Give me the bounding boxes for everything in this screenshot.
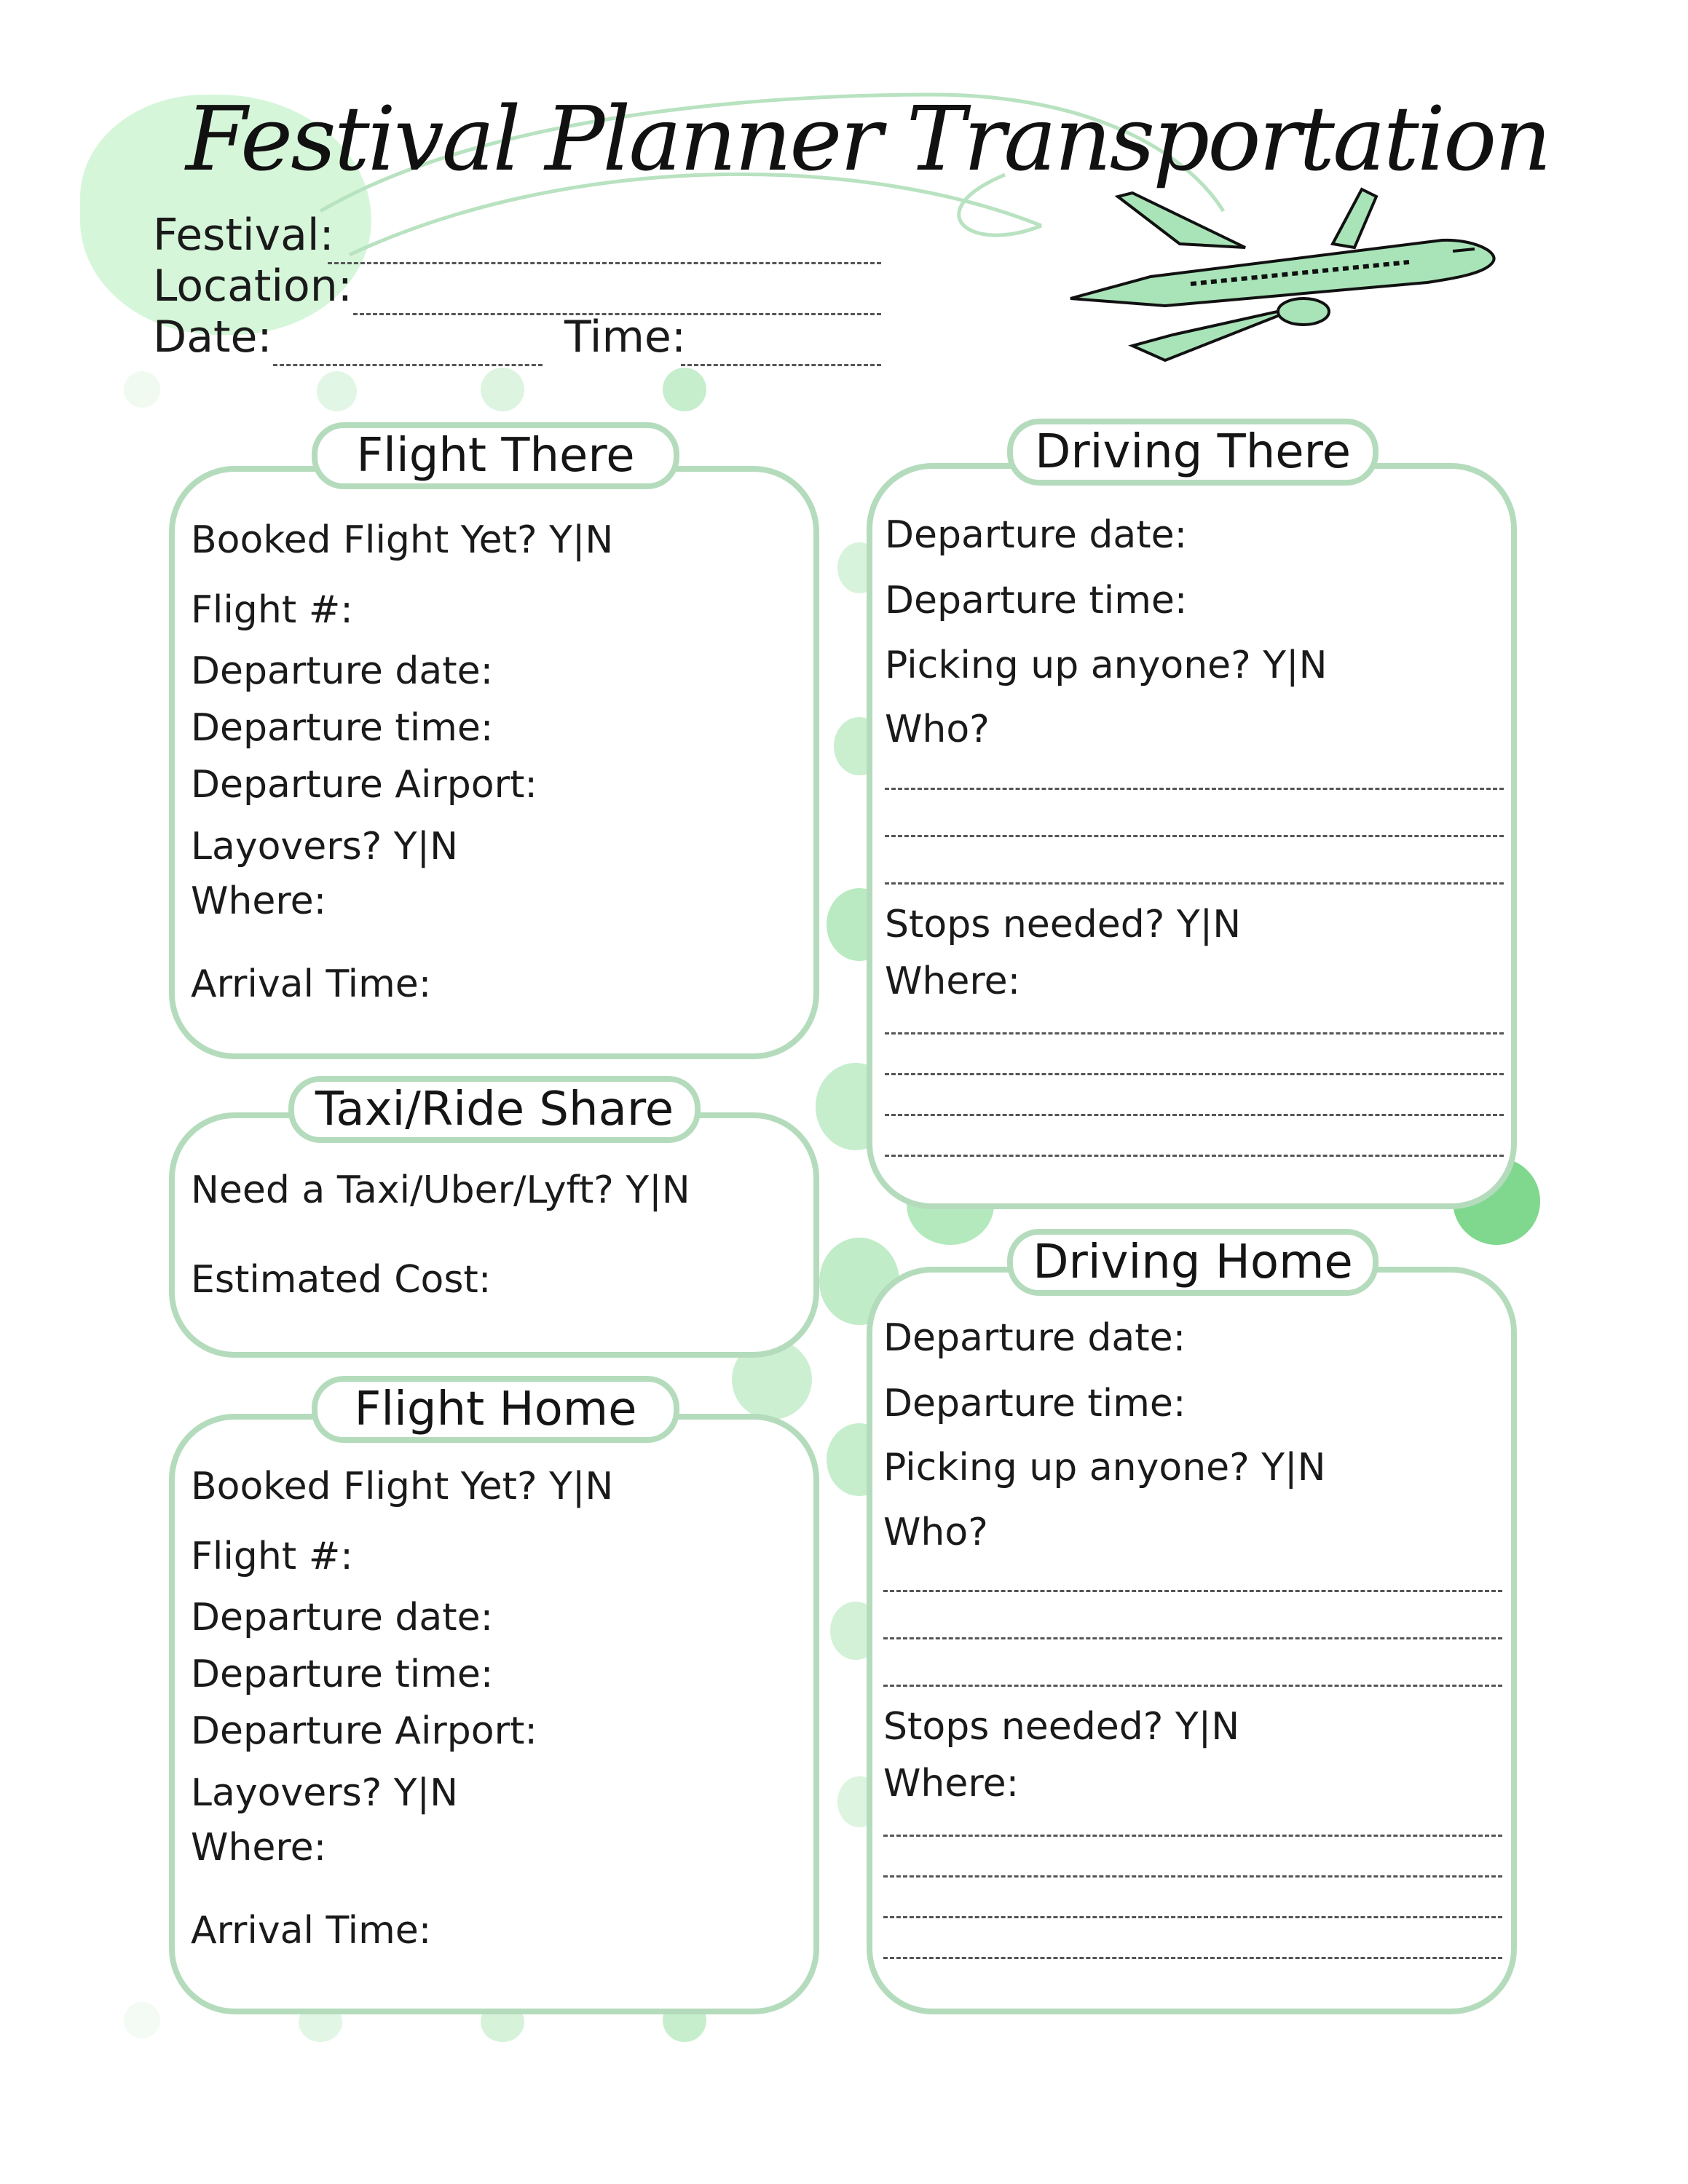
flight-home-where: Where: xyxy=(191,1826,327,1870)
driving-home-who-line-2[interactable] xyxy=(883,1637,1502,1639)
location-label: Location: xyxy=(153,261,352,312)
flight-there-arrival: Arrival Time: xyxy=(191,962,432,1006)
driving-home-where-line-3[interactable] xyxy=(883,1916,1502,1918)
airplane-icon xyxy=(1063,182,1500,364)
taxi-card xyxy=(169,1112,819,1358)
flight-there-where: Where: xyxy=(191,879,327,923)
flight-there-layovers: Layovers? Y|N xyxy=(191,825,458,869)
driving-there-who-line-1[interactable] xyxy=(885,788,1504,790)
flight-home-title: Flight Home xyxy=(312,1376,679,1443)
driving-there-where-line-2[interactable] xyxy=(885,1073,1504,1075)
driving-there-stops: Stops needed? Y|N xyxy=(885,903,1242,946)
driving-there-who-line-3[interactable] xyxy=(885,882,1504,885)
flight-home-arrival: Arrival Time: xyxy=(191,1909,432,1952)
driving-home-picking: Picking up anyone? Y|N xyxy=(883,1446,1326,1489)
driving-home-who-line-1[interactable] xyxy=(883,1590,1502,1592)
driving-there-who: Who? xyxy=(885,708,990,751)
flight-there-dep-airport: Departure Airport: xyxy=(191,763,537,807)
driving-home-card xyxy=(867,1267,1517,2014)
decor-dot xyxy=(481,368,524,411)
page-title: Festival Planner Transportation xyxy=(186,87,1550,191)
driving-home-where-line-2[interactable] xyxy=(883,1875,1502,1878)
festival-label: Festival: xyxy=(153,210,334,261)
driving-there-picking: Picking up anyone? Y|N xyxy=(885,644,1328,687)
driving-there-where-line-4[interactable] xyxy=(885,1155,1504,1157)
driving-home-where: Where: xyxy=(883,1762,1019,1805)
driving-home-where-line-4[interactable] xyxy=(883,1957,1502,1959)
driving-home-who: Who? xyxy=(883,1511,988,1554)
flight-there-flight-no: Flight #: xyxy=(191,588,353,632)
decor-dot xyxy=(124,2002,160,2038)
flight-home-dep-date: Departure date: xyxy=(191,1596,494,1639)
decor-dot xyxy=(663,368,706,411)
driving-home-who-line-3[interactable] xyxy=(883,1685,1502,1687)
flight-home-flight-no: Flight #: xyxy=(191,1535,353,1578)
driving-home-dep-date: Departure date: xyxy=(883,1316,1186,1360)
driving-home-where-line-1[interactable] xyxy=(883,1835,1502,1837)
flight-there-title: Flight There xyxy=(312,422,679,489)
taxi-cost: Estimated Cost: xyxy=(191,1258,492,1302)
flight-home-layovers: Layovers? Y|N xyxy=(191,1771,458,1815)
driving-there-title: Driving There xyxy=(1007,419,1379,486)
time-line[interactable] xyxy=(681,364,881,366)
taxi-need: Need a Taxi/Uber/Lyft? Y|N xyxy=(191,1168,690,1212)
flight-home-dep-time: Departure time: xyxy=(191,1653,494,1696)
flight-there-dep-time: Departure time: xyxy=(191,706,494,750)
driving-there-where: Where: xyxy=(885,960,1021,1003)
decor-dot xyxy=(124,371,160,408)
decor-dot xyxy=(317,371,357,411)
time-label: Time: xyxy=(564,312,687,363)
driving-home-dep-time: Departure time: xyxy=(883,1382,1186,1425)
date-label: Date: xyxy=(153,312,272,363)
driving-there-where-line-1[interactable] xyxy=(885,1032,1504,1034)
driving-home-stops: Stops needed? Y|N xyxy=(883,1705,1240,1749)
flight-there-booked: Booked Flight Yet? Y|N xyxy=(191,518,614,562)
driving-there-dep-date: Departure date: xyxy=(885,513,1188,557)
flight-home-dep-airport: Departure Airport: xyxy=(191,1709,537,1753)
festival-line[interactable] xyxy=(328,262,881,264)
flight-home-booked: Booked Flight Yet? Y|N xyxy=(191,1465,614,1508)
flight-there-dep-date: Departure date: xyxy=(191,649,494,693)
driving-there-dep-time: Departure time: xyxy=(885,579,1188,622)
taxi-title: Taxi/Ride Share xyxy=(288,1076,701,1143)
driving-there-who-line-2[interactable] xyxy=(885,835,1504,837)
driving-there-where-line-3[interactable] xyxy=(885,1114,1504,1116)
date-line[interactable] xyxy=(273,364,543,366)
driving-home-title: Driving Home xyxy=(1007,1229,1379,1296)
